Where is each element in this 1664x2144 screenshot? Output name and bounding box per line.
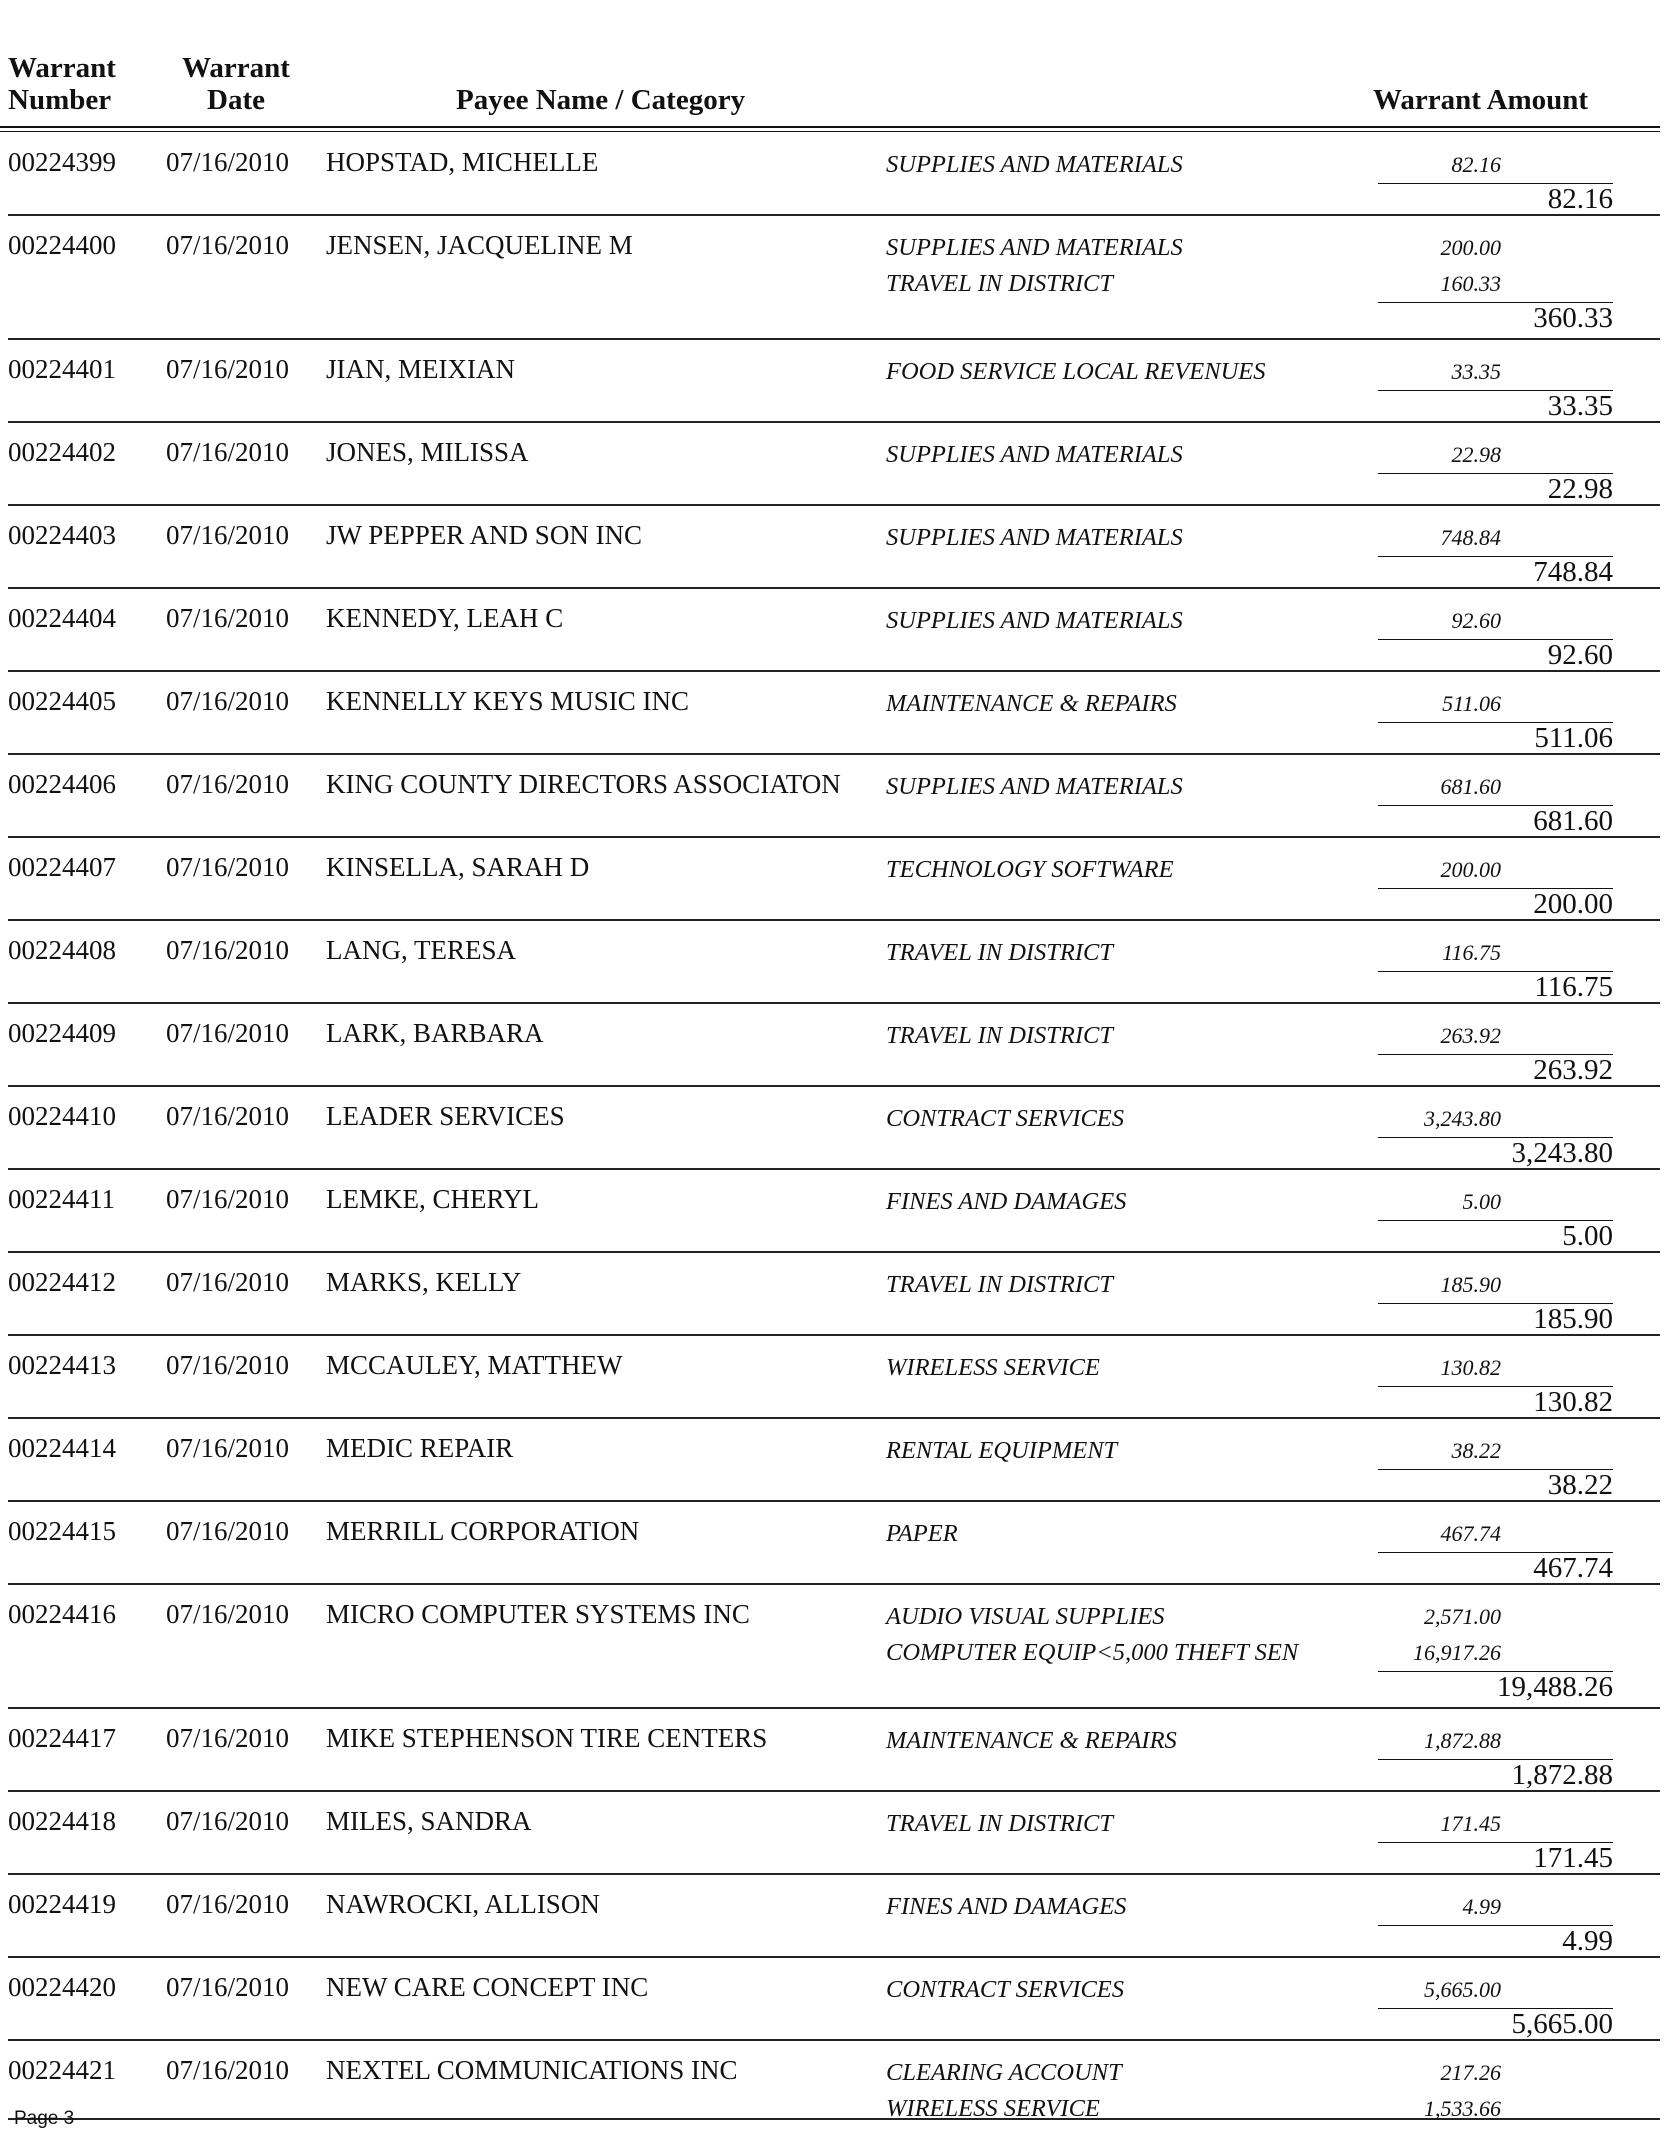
category-list xyxy=(886,1433,1117,1469)
warrant-date: 07/16/2010 xyxy=(166,520,290,550)
warrant-date: 07/16/2010 xyxy=(166,935,290,965)
category: SUPPLIES AND MATERIALS xyxy=(886,151,1183,178)
warrant-total: 130.82 xyxy=(1533,1386,1613,1418)
payee-name: MICRO COMPUTER SYSTEMS INC xyxy=(326,1599,750,1629)
line-amount: 748.84 xyxy=(1440,525,1501,550)
payee-name: HOPSTAD, MICHELLE xyxy=(326,147,599,177)
payee-name: LEADER SERVICES xyxy=(326,1101,565,1131)
warrant-total: 681.60 xyxy=(1533,805,1613,837)
table-row xyxy=(8,755,1660,838)
line-amount-list xyxy=(1378,1723,1613,1760)
category: FINES AND DAMAGES xyxy=(886,1893,1127,1920)
warrant-total: 200.00 xyxy=(1533,888,1613,920)
line-amount: 511.06 xyxy=(1442,691,1501,716)
category-list xyxy=(886,230,1183,302)
warrant-date: 07/16/2010 xyxy=(166,2055,290,2085)
warrant-date: 07/16/2010 xyxy=(166,1889,290,1919)
header-warrant-number-line2: Number xyxy=(8,84,112,116)
line-amount-list xyxy=(1378,437,1613,474)
warrant-number: 00224421 xyxy=(8,2055,116,2085)
category-list xyxy=(886,1889,1126,1925)
category-list xyxy=(886,852,1174,888)
line-amount: 3,243.80 xyxy=(1424,1106,1501,1131)
header-warrant-number-line1: Warrant xyxy=(8,52,116,84)
warrant-date: 07/16/2010 xyxy=(166,686,290,716)
category: SUPPLIES AND MATERIALS xyxy=(886,441,1183,468)
category: AUDIO VISUAL SUPPLIES xyxy=(886,1603,1165,1630)
table-row xyxy=(8,1709,1660,1792)
line-amount: 5,665.00 xyxy=(1424,1977,1501,2002)
warrant-total: 4.99 xyxy=(1562,1925,1613,1957)
table-row xyxy=(8,1253,1660,1336)
warrant-total: 22.98 xyxy=(1547,473,1613,505)
line-amount: 38.22 xyxy=(1451,1438,1501,1463)
table-row xyxy=(8,216,1660,340)
warrant-total: 467.74 xyxy=(1533,1552,1613,1584)
line-amount-list xyxy=(1378,230,1613,303)
line-amount: 116.75 xyxy=(1442,940,1501,965)
category: SUPPLIES AND MATERIALS xyxy=(886,234,1183,261)
table-row xyxy=(8,1087,1660,1170)
category: WIRELESS SERVICE xyxy=(886,2095,1100,2122)
line-amount-list xyxy=(1378,1806,1613,1843)
warrant-total: 171.45 xyxy=(1533,1842,1613,1874)
line-amount-list xyxy=(1378,1184,1613,1221)
table-row xyxy=(8,506,1660,589)
warrant-number: 00224399 xyxy=(8,147,116,177)
line-amount-list xyxy=(1378,1350,1613,1387)
payee-name: LEMKE, CHERYL xyxy=(326,1184,539,1214)
category: CONTRACT SERVICES xyxy=(886,1976,1125,2003)
table-row xyxy=(8,589,1660,672)
warrant-date: 07/16/2010 xyxy=(166,769,290,799)
line-amount: 82.16 xyxy=(1451,152,1501,177)
line-amount-list xyxy=(1378,769,1613,806)
category-list xyxy=(886,1806,1113,1842)
payee-name: NAWROCKI, ALLISON xyxy=(326,1889,600,1919)
category: FINES AND DAMAGES xyxy=(886,1188,1127,1215)
warrant-date: 07/16/2010 xyxy=(166,1599,290,1629)
warrant-date: 07/16/2010 xyxy=(166,1723,290,1753)
line-amount-list xyxy=(1378,852,1613,889)
table-row xyxy=(8,1004,1660,1087)
category-list xyxy=(886,1350,1100,1386)
warrant-total: 82.16 xyxy=(1547,183,1613,215)
category-list xyxy=(886,1267,1113,1303)
warrant-number: 00224410 xyxy=(8,1101,116,1131)
warrant-total: 19,488.26 xyxy=(1497,1671,1613,1703)
line-amount-list xyxy=(1378,520,1613,557)
line-amount: 5.00 xyxy=(1462,1189,1501,1214)
warrant-date: 07/16/2010 xyxy=(166,147,290,177)
warrant-number: 00224413 xyxy=(8,1350,116,1380)
table-row xyxy=(8,1170,1660,1253)
table-header xyxy=(8,44,1658,126)
line-amount: 2,571.00 xyxy=(1424,1604,1501,1629)
payee-name: MCCAULEY, MATTHEW xyxy=(326,1350,623,1380)
warrant-date: 07/16/2010 xyxy=(166,852,290,882)
warrant-date: 07/16/2010 xyxy=(166,1101,290,1131)
payee-name: JW PEPPER AND SON INC xyxy=(326,520,643,550)
line-amount-list xyxy=(1378,935,1613,972)
payee-name: KING COUNTY DIRECTORS ASSOCIATON xyxy=(326,769,841,799)
category: FOOD SERVICE LOCAL REVENUES xyxy=(886,358,1266,385)
warrant-number: 00224418 xyxy=(8,1806,116,1836)
warrant-number: 00224404 xyxy=(8,603,116,633)
warrant-number: 00224411 xyxy=(8,1184,115,1214)
line-amount: 185.90 xyxy=(1440,1272,1501,1297)
warrant-total: 116.75 xyxy=(1534,971,1613,1003)
category: TRAVEL IN DISTRICT xyxy=(886,1810,1114,1837)
payee-name: JONES, MILISSA xyxy=(326,437,529,467)
warrant-date: 07/16/2010 xyxy=(166,354,290,384)
page-label: Page xyxy=(14,2108,59,2129)
line-amount: 200.00 xyxy=(1440,857,1501,882)
line-amount: 1,533.66 xyxy=(1424,2096,1501,2121)
category-list xyxy=(886,1723,1177,1759)
header-amount: Warrant Amount xyxy=(1373,84,1589,116)
payee-name: MILES, SANDRA xyxy=(326,1806,532,1836)
payee-name: LANG, TERESA xyxy=(326,935,517,965)
warrant-number: 00224402 xyxy=(8,437,116,467)
line-amount-list xyxy=(1378,1101,1613,1138)
category-list xyxy=(886,520,1183,556)
warrant-date: 07/16/2010 xyxy=(166,1516,290,1546)
header-payee: Payee Name / Category xyxy=(456,84,746,116)
warrant-number: 00224407 xyxy=(8,852,116,882)
category-list xyxy=(886,686,1177,722)
line-amount: 467.74 xyxy=(1440,1521,1501,1546)
warrant-number: 00224419 xyxy=(8,1889,116,1919)
warrant-number: 00224412 xyxy=(8,1267,116,1297)
line-amount: 33.35 xyxy=(1451,359,1501,384)
line-amount-list xyxy=(1378,1972,1613,2009)
payee-name: LARK, BARBARA xyxy=(326,1018,544,1048)
category-list xyxy=(886,1599,1298,1671)
warrant-number: 00224420 xyxy=(8,1972,116,2002)
payee-name: MEDIC REPAIR xyxy=(326,1433,514,1463)
warrant-total: 92.60 xyxy=(1547,639,1613,671)
warrant-total: 360.33 xyxy=(1533,302,1613,334)
category-list xyxy=(886,354,1266,390)
warrant-number: 00224415 xyxy=(8,1516,116,1546)
warrant-date: 07/16/2010 xyxy=(166,1267,290,1297)
category: SUPPLIES AND MATERIALS xyxy=(886,524,1183,551)
category: WIRELESS SERVICE xyxy=(886,1354,1100,1381)
category: MAINTENANCE & REPAIRS xyxy=(886,1727,1177,1754)
header-warrant-date xyxy=(171,52,301,116)
category-list xyxy=(886,2055,1122,2127)
table-row xyxy=(8,1336,1660,1419)
table-row xyxy=(8,1419,1660,1502)
line-amount: 130.82 xyxy=(1440,1355,1501,1380)
line-amount: 4.99 xyxy=(1462,1894,1501,1919)
warrant-number: 00224417 xyxy=(8,1723,116,1753)
warrant-date: 07/16/2010 xyxy=(166,1018,290,1048)
warrant-date: 07/16/2010 xyxy=(166,1350,290,1380)
payee-name: KENNEDY, LEAH C xyxy=(326,603,564,633)
warrant-table-body xyxy=(8,133,1660,2120)
line-amount: 171.45 xyxy=(1440,1811,1501,1836)
table-row xyxy=(8,921,1660,1004)
warrant-number: 00224416 xyxy=(8,1599,116,1629)
page-number: 3 xyxy=(63,2108,75,2129)
category-list xyxy=(886,147,1183,183)
table-row xyxy=(8,672,1660,755)
category-list xyxy=(886,1101,1124,1137)
line-amount-list xyxy=(1378,1267,1613,1304)
header-rule-thin xyxy=(0,131,1660,132)
category: SUPPLIES AND MATERIALS xyxy=(886,607,1183,634)
payee-name: JENSEN, JACQUELINE M xyxy=(326,230,633,260)
category: TRAVEL IN DISTRICT xyxy=(886,1271,1114,1298)
line-amount-list xyxy=(1378,1433,1613,1470)
payee-name: NEXTEL COMMUNICATIONS INC xyxy=(326,2055,738,2085)
line-amount-list xyxy=(1378,2055,1613,2127)
payee-name: KENNELLY KEYS MUSIC INC xyxy=(326,686,690,716)
table-row xyxy=(8,1875,1660,1958)
warrant-total: 5.00 xyxy=(1562,1220,1613,1252)
header-warrant-date-line2: Date xyxy=(207,84,265,116)
line-amount-list xyxy=(1378,354,1613,391)
category: RENTAL EQUIPMENT xyxy=(886,1437,1118,1464)
warrant-total: 185.90 xyxy=(1533,1303,1613,1335)
category: CLEARING ACCOUNT xyxy=(886,2059,1122,2086)
warrant-number: 00224405 xyxy=(8,686,116,716)
table-row xyxy=(8,133,1660,216)
category: TECHNOLOGY SOFTWARE xyxy=(886,856,1174,883)
category-list xyxy=(886,935,1113,971)
category: TRAVEL IN DISTRICT xyxy=(886,939,1114,966)
category-list xyxy=(886,769,1183,805)
warrant-total: 1,872.88 xyxy=(1511,1759,1613,1791)
warrant-total: 33.35 xyxy=(1547,390,1613,422)
category: MAINTENANCE & REPAIRS xyxy=(886,690,1177,717)
line-amount-list xyxy=(1378,1516,1613,1553)
category-list xyxy=(886,603,1183,639)
warrant-total: 511.06 xyxy=(1534,722,1613,754)
line-amount: 16,917.26 xyxy=(1413,1640,1501,1665)
page-footer xyxy=(14,2108,74,2130)
warrant-total: 748.84 xyxy=(1533,556,1613,588)
header-warrant-number xyxy=(8,52,138,116)
payee-name: MIKE STEPHENSON TIRE CENTERS xyxy=(326,1723,768,1753)
payee-name: MERRILL CORPORATION xyxy=(326,1516,640,1546)
table-row xyxy=(8,838,1660,921)
line-amount: 217.26 xyxy=(1440,2060,1501,2085)
table-row xyxy=(8,1792,1660,1875)
category: TRAVEL IN DISTRICT xyxy=(886,1022,1114,1049)
warrant-total: 5,665.00 xyxy=(1511,2008,1613,2040)
table-row xyxy=(8,423,1660,506)
category: TRAVEL IN DISTRICT xyxy=(886,270,1114,297)
line-amount-list xyxy=(1378,686,1613,723)
line-amount: 200.00 xyxy=(1440,235,1501,260)
warrant-date: 07/16/2010 xyxy=(166,603,290,633)
line-amount: 263.92 xyxy=(1440,1023,1501,1048)
header-warrant-date-line1: Warrant xyxy=(182,52,290,84)
warrant-number: 00224401 xyxy=(8,354,116,384)
table-row xyxy=(8,340,1660,423)
warrant-number: 00224414 xyxy=(8,1433,116,1463)
payee-name: NEW CARE CONCEPT INC xyxy=(326,1972,649,2002)
table-row xyxy=(8,1585,1660,1709)
line-amount-list xyxy=(1378,1889,1613,1926)
warrant-total: 3,243.80 xyxy=(1511,1137,1613,1169)
payee-name: JIAN, MEIXIAN xyxy=(326,354,515,384)
category-list xyxy=(886,1018,1113,1054)
warrant-total: 38.22 xyxy=(1547,1469,1613,1501)
warrant-date: 07/16/2010 xyxy=(166,1433,290,1463)
line-amount: 22.98 xyxy=(1451,442,1501,467)
warrant-total: 263.92 xyxy=(1533,1054,1613,1086)
category-list xyxy=(886,1972,1124,2008)
line-amount: 92.60 xyxy=(1451,608,1501,633)
warrant-number: 00224409 xyxy=(8,1018,116,1048)
category: PAPER xyxy=(886,1520,958,1547)
line-amount-list xyxy=(1378,603,1613,640)
category: SUPPLIES AND MATERIALS xyxy=(886,773,1183,800)
category: COMPUTER EQUIP<5,000 THEFT SEN xyxy=(886,1639,1299,1666)
category-list xyxy=(886,1184,1126,1220)
warrant-number: 00224400 xyxy=(8,230,116,260)
line-amount: 1,872.88 xyxy=(1424,1728,1501,1753)
payee-name: MARKS, KELLY xyxy=(326,1267,522,1297)
table-row xyxy=(8,1958,1660,2041)
warrant-date: 07/16/2010 xyxy=(166,437,290,467)
warrant-date: 07/16/2010 xyxy=(166,1972,290,2002)
warrant-number: 00224408 xyxy=(8,935,116,965)
payee-name: KINSELLA, SARAH D xyxy=(326,852,590,882)
category: CONTRACT SERVICES xyxy=(886,1105,1125,1132)
category-list xyxy=(886,437,1183,473)
table-row xyxy=(8,2041,1660,2120)
warrant-number: 00224406 xyxy=(8,769,116,799)
warrant-date: 07/16/2010 xyxy=(166,1806,290,1836)
line-amount-list xyxy=(1378,1018,1613,1055)
header-rule xyxy=(0,126,1660,128)
category-list xyxy=(886,1516,958,1552)
warrant-date: 07/16/2010 xyxy=(166,1184,290,1214)
table-row xyxy=(8,1502,1660,1585)
warrant-number: 00224403 xyxy=(8,520,116,550)
line-amount: 160.33 xyxy=(1440,271,1501,296)
line-amount: 681.60 xyxy=(1440,774,1501,799)
line-amount-list xyxy=(1378,1599,1613,1672)
line-amount-list xyxy=(1378,147,1613,184)
warrant-date: 07/16/2010 xyxy=(166,230,290,260)
